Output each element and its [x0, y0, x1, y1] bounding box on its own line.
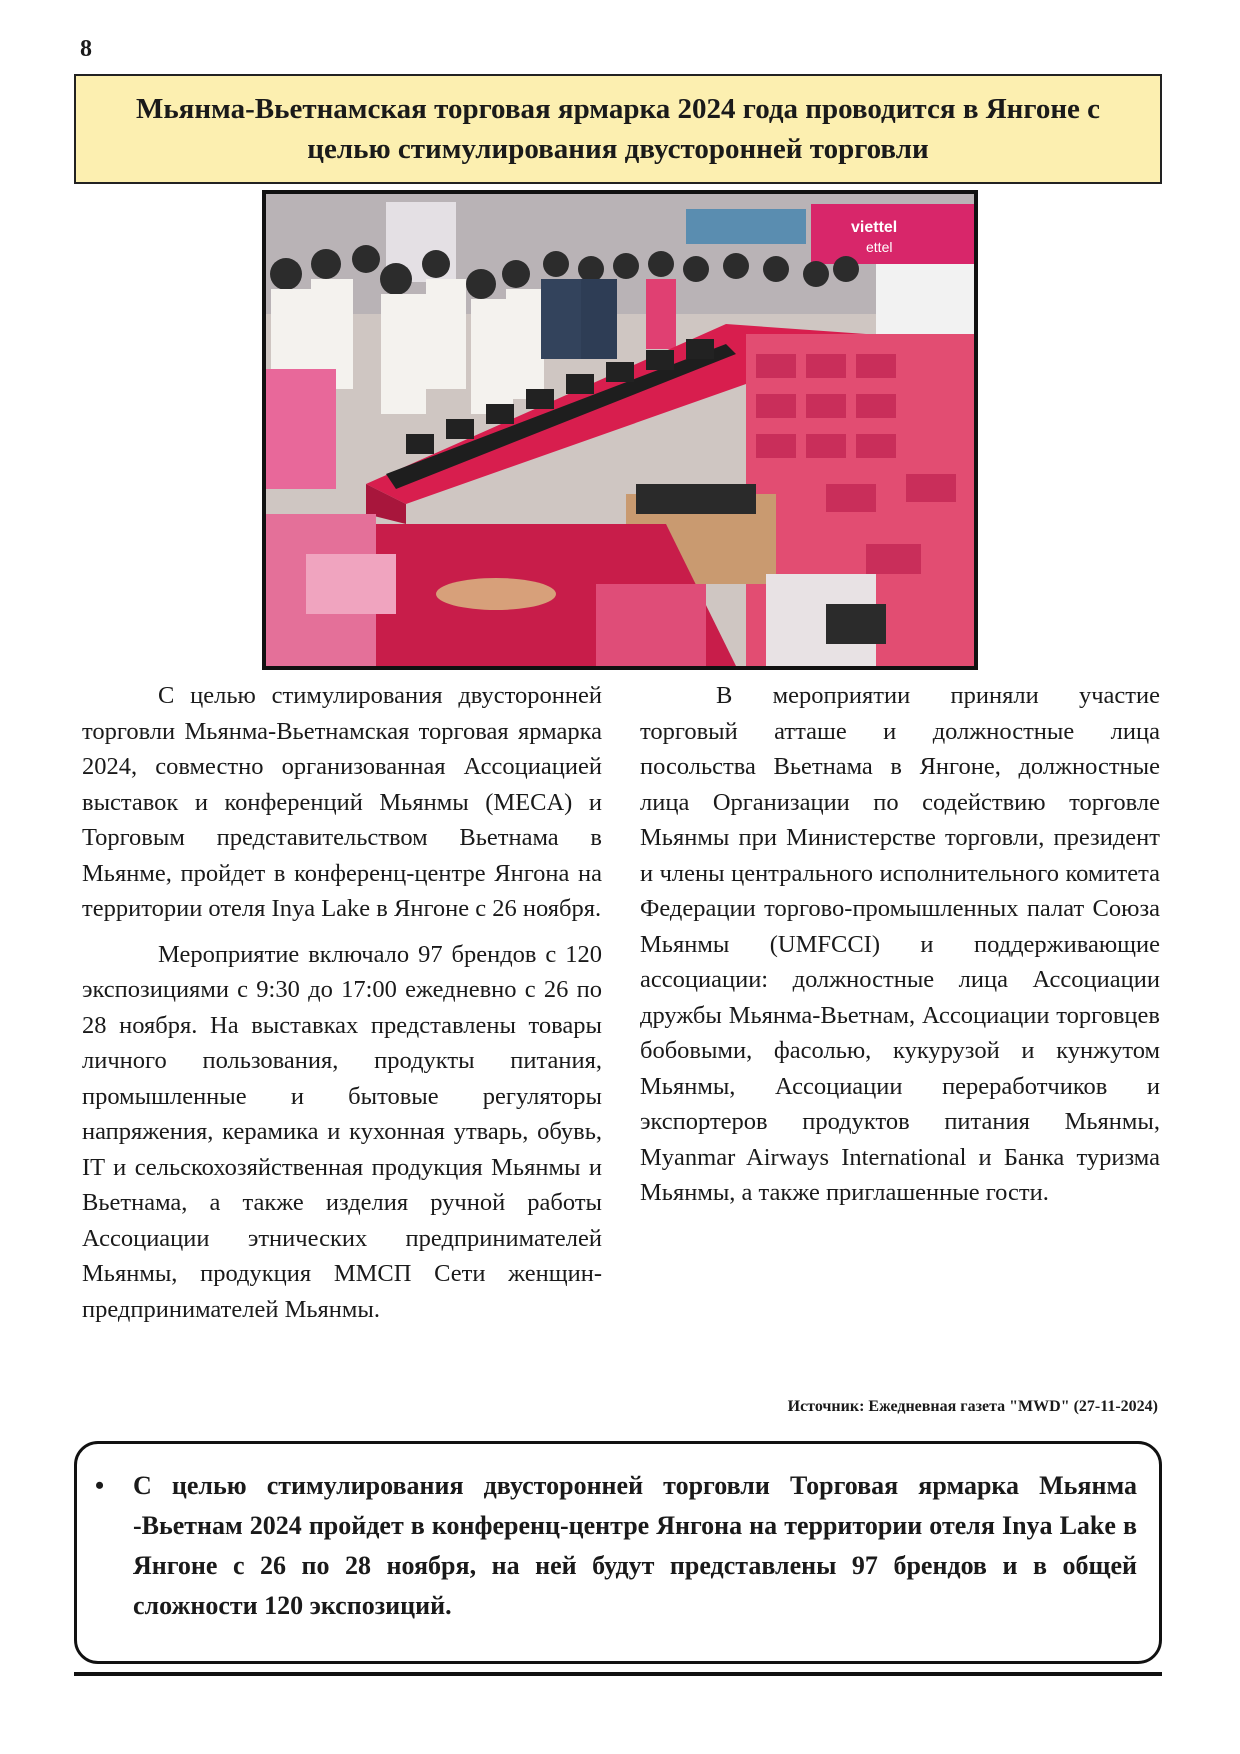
- source-citation: Источник: Ежедневная газета "MWD" (27-11-2024): [787, 1398, 1158, 1415]
- page-number: 8: [80, 36, 92, 62]
- article-paragraph: С целью стимулирования двусторонней торговли Мьянма-Вьетнамская торговая ярмарка 2024, совместно организованная Ассоциацией выставок и конференций Мьянмы (MECA) и Торговым представительством Вьетнама в Мьянме, пройдет в конференц-центре Янгона на территории отеля Inya Lake в Янгоне с 26 ноября.: [82, 682, 602, 922]
- bottom-divider: [74, 1672, 1162, 1676]
- trade-fair-photo-illustration: [266, 194, 974, 666]
- article-column-left: [82, 678, 602, 1337]
- bullet-icon: •: [95, 1471, 105, 1500]
- article-paragraph: Мероприятие включало 97 брендов с 120 экспозициями с 9:30 до 17:00 ежедневно с 26 по 28 ноября. На выставках представлены товары личного пользования, продукты питания, промышленные и бытовые регуляторы напряжения, керамика и кухонная утварь, обувь, IT и сельскохозяйственная продукция Мьянмы и Вьетнама, а также изделия ручной работы Ассоциации этнических предпринимателей Мьянмы, продукция ММСП Сети женщин-предпринимателей Мьянмы.: [82, 940, 602, 1323]
- summary-text: С целью стимулирования двусторонней торговли Торговая ярмарка Мьянма -Вьетнам 2024 пройдет в конференц-центре Янгона на территории отеля Inya Lake в Янгоне с 26 по 28 ноября, на ней будут представлены 97 брендов и в общей сложности 120 экспозиций.: [133, 1471, 1137, 1620]
- trade-fair-photo: [262, 190, 978, 670]
- article-title: Мьянма-Вьетнамская торговая ярмарка 2024 года проводится в Янгоне с целью стимулирования двусторонней торговли: [135, 93, 1101, 165]
- summary-box: [74, 1441, 1162, 1664]
- summary-item: [95, 1466, 1137, 1626]
- article-column-right: [640, 678, 1160, 1221]
- booth-sign-subtext: ettel: [866, 239, 893, 255]
- booth-sign-text: viettel: [851, 219, 898, 236]
- summary-list: [95, 1466, 1137, 1626]
- article-paragraph: В мероприятии приняли участие торговый атташе и должностные лица посольства Вьетнама в Янгоне, должностные лица Организации по содействию торговле Мьянмы при Министерстве торговли, президент и члены центрального исполнительного комитета Федерации торгово-промышленных палат Союза Мьянмы (UMFCCI) и поддерживающие ассоциации: должностные лица Ассоциации дружбы Мьянма-Вьетнам, Ассоциации торговцев бобовыми, фасолью, кукурузой и кунжутом Мьянмы, Ассоциации переработчиков и экспортеров продуктов питания Мьянмы, Myanmar Airways International и Банка туризма Мьянмы, а также приглашенные гости.: [640, 682, 1160, 1206]
- article-title-box: [74, 74, 1162, 184]
